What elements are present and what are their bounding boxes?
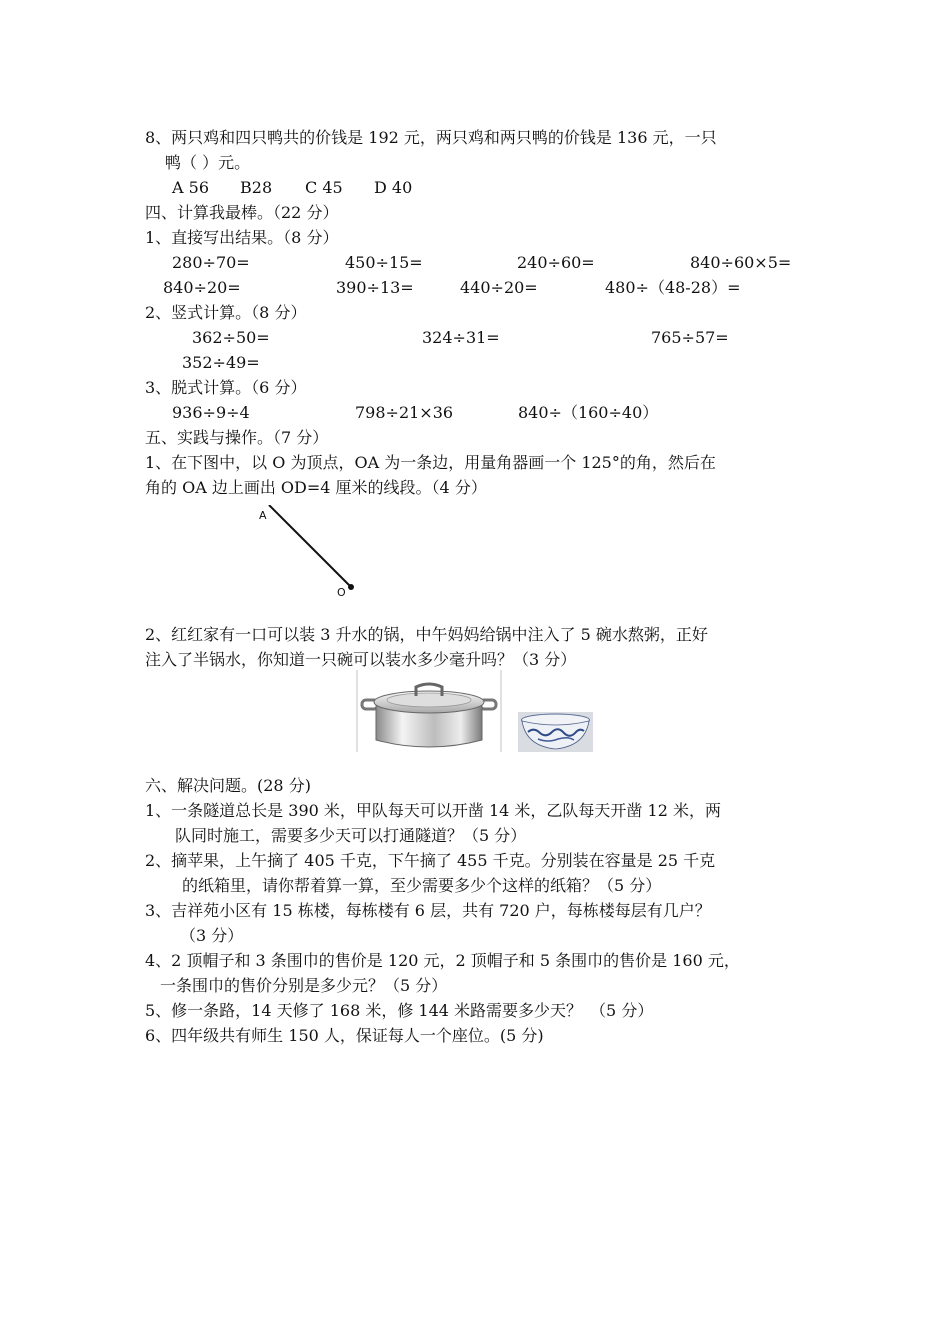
s6-q1-line1: 1、一条隧道总长是 390 米，甲队每天可以开凿 14 米，乙队每天开凿 12 米，两 — [145, 801, 721, 820]
q8-line2: 鸭（ ）元。 — [165, 153, 251, 172]
pot-icon — [358, 670, 500, 752]
s4-p1-expr: 390÷13= — [336, 278, 414, 297]
q8-choice-a: A 56 — [172, 178, 209, 197]
s4-p2-expr: 352÷49= — [182, 353, 260, 372]
vertex-o-dot — [348, 584, 354, 590]
s4-p3-expr: 936÷9÷4 — [172, 403, 250, 422]
q8-choice-b: B28 — [240, 178, 273, 197]
pot-image — [356, 670, 502, 752]
s6-q4-line2: 一条围巾的售价分别是多少元？（5 分） — [160, 976, 448, 995]
angle-ray-diagram — [250, 505, 370, 600]
s6-q3-line2: （3 分） — [180, 926, 244, 945]
s6-q4-line1: 4、2 顶帽子和 3 条围巾的售价是 120 元，2 顶帽子和 5 条围巾的售价是 160 元， — [145, 951, 740, 970]
s5-p2-line1: 2、红红家有一口可以装 3 升水的锅，中午妈妈给锅中注入了 5 碗水熬粥，正好 — [145, 625, 708, 644]
s4-p3-expr: 840÷（160÷40） — [518, 403, 659, 422]
section4-title: 四、计算我最棒。（22 分） — [145, 203, 339, 222]
q8-choice-d: D 40 — [374, 178, 413, 197]
s5-p1-line2: 角的 OA 边上画出 OD=4 厘米的线段。（4 分） — [145, 478, 487, 497]
s4-p1-expr: 840÷60×5= — [690, 253, 792, 272]
s4-p3-expr: 798÷21×36 — [355, 403, 454, 422]
s4-p2-expr: 324÷31= — [422, 328, 500, 347]
s4-p1-expr: 280÷70= — [172, 253, 250, 272]
s5-p2-line2: 注入了半锅水，你知道一只碗可以装水多少毫升吗？（3 分） — [145, 650, 577, 669]
s4-p2-expr: 765÷57= — [651, 328, 729, 347]
s4-p1-expr: 840÷20= — [163, 278, 241, 297]
bowl-image — [518, 712, 593, 752]
s6-q6-line1: 6、四年级共有师生 150 人，保证每人一个座位。(5 分) — [145, 1026, 544, 1045]
label-o: O — [337, 586, 346, 599]
s4-p2-expr: 362÷50= — [192, 328, 270, 347]
s4-p1-expr: 480÷（48-28）= — [605, 278, 741, 297]
ray-oa — [269, 505, 351, 587]
s6-q5-line1: 5、修一条路，14 天修了 168 米，修 144 米路需要多少天？ （5 分） — [145, 1001, 654, 1020]
q8-choice-c: C 45 — [305, 178, 343, 197]
label-a: A — [259, 509, 267, 522]
s5-p1-line1: 1、在下图中，以 O 为顶点，OA 为一条边，用量角器画一个 125°的角，然后在 — [145, 453, 716, 472]
s4-p3-title: 3、脱式计算。（6 分） — [145, 378, 307, 397]
s6-q1-line2: 队同时施工，需要多少天可以打通隧道？（5 分） — [175, 826, 527, 845]
q8-line1: 8、两只鸡和四只鸭共的价钱是 192 元，两只鸡和两只鸭的价钱是 136 元，一只 — [145, 128, 717, 147]
s6-q2-line1: 2、摘苹果，上午摘了 405 千克，下午摘了 455 千克。分别装在容量是 25 千克 — [145, 851, 716, 870]
bowl-icon — [518, 712, 593, 752]
s6-q3-line1: 3、吉祥苑小区有 15 栋楼，每栋楼有 6 层，共有 720 户，每栋楼每层有几户？ — [145, 901, 711, 920]
s4-p1-expr: 440÷20= — [460, 278, 538, 297]
section6-title: 六、解决问题。(28 分) — [145, 776, 311, 795]
s4-p1-expr: 450÷15= — [345, 253, 423, 272]
s4-p1-title: 1、直接写出结果。（8 分） — [145, 228, 339, 247]
s6-q2-line2: 的纸箱里，请你帮着算一算，至少需要多少个这样的纸箱？（5 分） — [182, 876, 662, 895]
section5-title: 五、实践与操作。（7 分） — [145, 428, 329, 447]
s4-p1-expr: 240÷60= — [517, 253, 595, 272]
s4-p2-title: 2、竖式计算。（8 分） — [145, 303, 307, 322]
